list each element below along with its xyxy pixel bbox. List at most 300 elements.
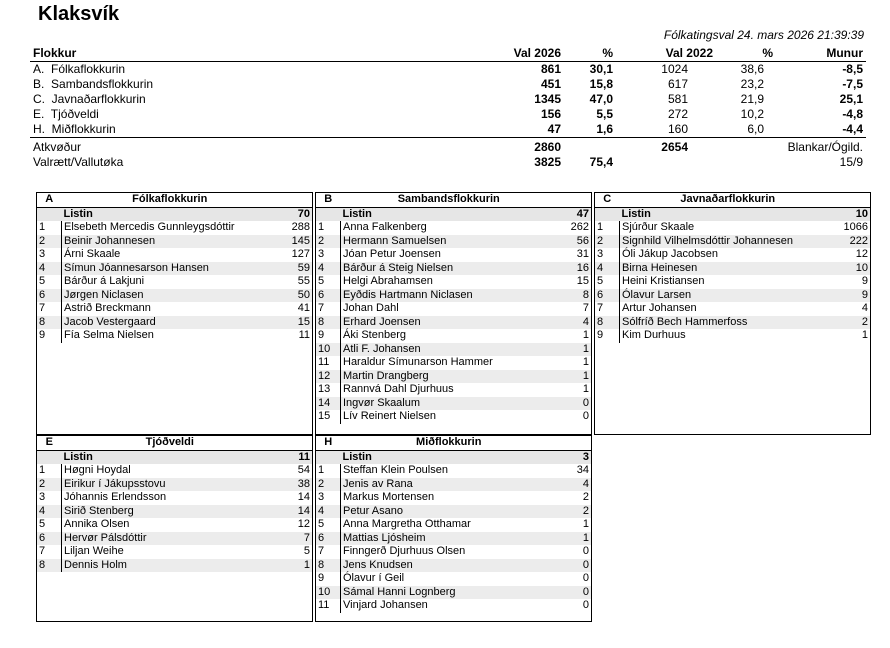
candidate-row <box>37 275 312 289</box>
list-votes-row <box>316 450 591 464</box>
candidate-votes: 288 <box>291 221 310 234</box>
candidate-name: Lív Reinert Nielsen <box>343 410 436 423</box>
candidate-number: 3 <box>37 248 62 262</box>
summary-row <box>30 92 866 107</box>
candidate-row <box>316 397 591 411</box>
candidate-number: 15 <box>316 410 341 424</box>
pct-2026: 1,6 <box>564 122 616 138</box>
party-title: Miðflokkurin <box>341 436 558 450</box>
candidate-row <box>316 221 591 235</box>
candidate-row <box>316 329 591 343</box>
candidate-votes: 9 <box>861 275 868 288</box>
col-header-party: Flokkur <box>30 46 442 62</box>
candidate-name: Høgni Hoydal <box>64 464 131 477</box>
candidate-number: 2 <box>37 235 62 249</box>
candidate-name: Símun Jóannesarson Hansen <box>62 262 279 276</box>
list-votes: 47 <box>557 207 591 221</box>
party-name: B. Sambandsflokkurin <box>33 77 154 91</box>
party-header <box>595 193 870 207</box>
list-label: Listin <box>620 207 837 221</box>
party-header <box>37 436 312 450</box>
candidate-number: 6 <box>595 289 620 303</box>
candidate-number: 8 <box>37 559 62 573</box>
candidate-votes: 1 <box>557 532 591 546</box>
candidate-row <box>595 248 870 262</box>
candidate-name: Liljan Weihe <box>64 545 124 558</box>
candidate-number: 7 <box>316 302 341 316</box>
candidate-number: 3 <box>316 491 341 505</box>
candidate-name: Hervør Pálsdóttir <box>62 532 279 546</box>
party-title: Javnaðarflokkurin <box>620 193 837 207</box>
candidate-row <box>37 559 312 573</box>
party-name: A. Fólkaflokkurin <box>33 62 126 76</box>
candidate-number: 4 <box>37 262 62 276</box>
candidate-number: 10 <box>316 343 341 357</box>
list-label: Listin <box>341 207 558 221</box>
candidate-name: Dennis Holm <box>62 559 279 573</box>
candidate-name: Eirikur í Jákupsstovu <box>62 478 279 492</box>
candidate-row <box>316 383 591 397</box>
candidate-row <box>316 572 591 586</box>
party-header <box>37 193 312 207</box>
candidate-row <box>316 275 591 289</box>
candidate-row <box>37 248 312 262</box>
list-votes-row <box>37 207 312 221</box>
party-title: Sambandsflokkurin <box>341 193 558 207</box>
party-name: E. Tjóðveldi <box>33 107 99 121</box>
col-header-diff: Munur <box>776 46 866 62</box>
candidate-name: Annika Olsen <box>64 518 130 531</box>
party-header <box>316 193 591 207</box>
party-letter: H <box>316 436 341 450</box>
candidate-number: 8 <box>595 316 620 330</box>
candidate-votes: 4 <box>557 316 591 330</box>
candidate-row <box>316 532 591 546</box>
candidate-row <box>37 235 312 249</box>
candidate-row <box>37 329 312 343</box>
election-label: Fólkatingsval 24. mars 2026 21:39:39 <box>663 28 864 42</box>
candidate-name: Mattias Ljósheim <box>341 532 558 546</box>
candidate-votes: 1 <box>582 518 589 531</box>
pct-2022: 23,2 <box>740 77 764 91</box>
candidate-votes: 0 <box>582 410 589 423</box>
candidate-number: 9 <box>37 329 62 343</box>
votes-label: Atkvøður <box>33 140 82 154</box>
candidate-row <box>316 235 591 249</box>
list-votes: 10 <box>836 207 870 221</box>
candidate-row <box>316 356 591 370</box>
candidate-number: 11 <box>316 356 341 370</box>
turnout-label: Valrætt/Vallutøka <box>33 155 124 169</box>
candidate-number: 14 <box>316 397 341 411</box>
list-votes-row <box>37 450 312 464</box>
list-label: Listin <box>62 207 279 221</box>
party-box-c <box>594 192 871 435</box>
candidate-name: Atli F. Johansen <box>341 343 558 357</box>
pct-2026: 15,8 <box>589 77 613 91</box>
party-box-h <box>315 435 592 622</box>
candidate-number: 1 <box>37 464 62 478</box>
party-title: Fólkaflokkurin <box>62 193 279 207</box>
candidate-votes: 127 <box>291 248 310 261</box>
candidate-votes: 34 <box>576 464 589 477</box>
candidate-number: 5 <box>37 518 62 532</box>
candidate-name: Sjúrður Skaale <box>622 221 695 234</box>
candidate-number: 7 <box>37 545 62 559</box>
candidate-votes: 4 <box>861 302 868 315</box>
candidate-row <box>37 289 312 303</box>
votes-2022: 160 <box>616 122 716 138</box>
candidate-name: Jóan Petur Joensen <box>343 248 441 261</box>
candidate-votes: 9 <box>836 289 870 303</box>
candidate-number: 5 <box>37 275 62 289</box>
party-box-b <box>315 192 592 435</box>
candidate-row <box>316 478 591 492</box>
party-letter: B <box>316 193 341 207</box>
candidate-table <box>37 193 312 343</box>
candidate-votes: 56 <box>557 235 591 249</box>
candidate-row <box>316 599 591 613</box>
diff: -4,8 <box>842 107 863 121</box>
blank-invalid-label: Blankar/Ógild. <box>787 140 863 154</box>
candidate-name: Jens Knudsen <box>341 559 558 573</box>
candidate-name: Vinjard Johansen <box>343 599 428 612</box>
diff: 25,1 <box>839 92 863 106</box>
candidate-name: Erhard Joensen <box>341 316 558 330</box>
candidate-votes: 14 <box>278 505 312 519</box>
candidate-number: 7 <box>37 302 62 316</box>
candidate-votes: 2 <box>836 316 870 330</box>
candidate-number: 1 <box>37 221 62 235</box>
candidate-number: 9 <box>316 572 341 586</box>
party-name: H. Miðflokkurin <box>30 122 442 138</box>
candidate-name: Signhild Vilhelmsdóttir Johannesen <box>620 235 837 249</box>
candidate-number: 1 <box>316 221 341 235</box>
candidate-name: Anna Falkenberg <box>343 221 427 234</box>
candidate-row <box>595 316 870 330</box>
candidate-row <box>37 532 312 546</box>
candidate-table <box>316 436 591 613</box>
candidate-name: Árni Skaale <box>64 248 121 261</box>
candidate-votes: 0 <box>557 397 591 411</box>
total-votes-2026: 2860 <box>534 140 561 154</box>
pct-2026: 5,5 <box>596 107 613 121</box>
candidate-name: Hermann Samuelsen <box>341 235 558 249</box>
candidate-number: 8 <box>316 316 341 330</box>
candidate-name: Petur Asano <box>341 505 558 519</box>
candidate-votes: 15 <box>576 275 589 288</box>
candidate-row <box>316 343 591 357</box>
candidate-row <box>316 302 591 316</box>
candidate-name: Jóhannis Erlendsson <box>64 491 167 504</box>
candidate-votes: 14 <box>297 491 310 504</box>
candidate-row <box>37 545 312 559</box>
candidate-name: Eyðdis Hartmann Niclasen <box>341 289 558 303</box>
candidate-name: Fía Selma Nielsen <box>64 329 154 342</box>
candidate-number: 1 <box>595 221 620 235</box>
candidate-name: Jacob Vestergaard <box>62 316 279 330</box>
candidate-votes: 0 <box>557 559 591 573</box>
candidate-number: 6 <box>316 532 341 546</box>
list-votes: 70 <box>278 207 312 221</box>
candidate-number: 4 <box>37 505 62 519</box>
candidate-number: 7 <box>316 545 341 559</box>
candidate-votes: 50 <box>278 289 312 303</box>
candidate-row <box>316 410 591 424</box>
candidate-number: 5 <box>316 518 341 532</box>
candidate-number: 8 <box>316 559 341 573</box>
candidate-row <box>595 262 870 276</box>
candidate-number: 4 <box>316 505 341 519</box>
candidate-votes: 0 <box>557 586 591 600</box>
votes-2022: 617 <box>667 77 688 91</box>
candidate-number: 8 <box>37 316 62 330</box>
list-votes-row <box>316 207 591 221</box>
candidate-number: 7 <box>595 302 620 316</box>
candidate-row <box>595 221 870 235</box>
candidate-row <box>316 586 591 600</box>
candidate-number: 13 <box>316 383 341 397</box>
candidate-number: 4 <box>316 262 341 276</box>
candidate-votes: 8 <box>557 289 591 303</box>
col-header-pct-2026: % <box>564 46 616 62</box>
candidate-votes: 31 <box>576 248 589 261</box>
candidate-number: 6 <box>37 289 62 303</box>
candidate-votes: 7 <box>278 532 312 546</box>
candidate-name: Artur Johansen <box>622 302 697 315</box>
party-header <box>316 436 591 450</box>
candidate-votes: 145 <box>278 235 312 249</box>
candidate-number: 4 <box>595 262 620 276</box>
candidate-votes: 10 <box>836 262 870 276</box>
votes-2022: 272 <box>667 107 688 121</box>
candidate-name: Áki Stenberg <box>343 329 406 342</box>
candidate-row <box>37 221 312 235</box>
candidate-number: 11 <box>316 599 341 613</box>
candidate-row <box>316 248 591 262</box>
candidate-votes: 12 <box>855 248 868 261</box>
candidate-name: Anna Margretha Otthamar <box>343 518 471 531</box>
candidate-number: 2 <box>37 478 62 492</box>
candidate-name: Sirið Stenberg <box>62 505 279 519</box>
candidate-votes: 15 <box>278 316 312 330</box>
summary-row <box>30 77 866 92</box>
summary-turnout-row <box>30 155 866 170</box>
diff: -7,5 <box>842 77 863 91</box>
candidate-row <box>37 262 312 276</box>
summary-row <box>30 107 866 122</box>
diff: -8,5 <box>842 62 863 76</box>
votes-2026: 47 <box>442 122 564 138</box>
candidate-name: Steffan Klein Poulsen <box>343 464 448 477</box>
votes-2026: 451 <box>540 77 561 91</box>
candidate-votes: 5 <box>303 545 310 558</box>
blank-invalid-count: 15/9 <box>839 155 863 169</box>
pct-2022: 10,2 <box>740 107 764 121</box>
candidate-table <box>595 193 870 343</box>
page-title: Klaksvík <box>38 3 120 25</box>
candidate-name: Bárður á Steig Nielsen <box>341 262 558 276</box>
candidate-row <box>37 302 312 316</box>
candidate-votes: 4 <box>557 478 591 492</box>
party-box-e <box>36 435 313 622</box>
list-votes: 3 <box>557 450 591 464</box>
candidate-number: 2 <box>316 478 341 492</box>
candidate-row <box>595 235 870 249</box>
party-name: C. Javnaðarflokkurin <box>33 92 146 106</box>
candidate-name: Óli Jákup Jacobsen <box>622 248 718 261</box>
turnout-pct: 75,4 <box>589 155 613 169</box>
candidate-row <box>37 316 312 330</box>
list-label: Listin <box>341 450 558 464</box>
candidate-row <box>316 518 591 532</box>
candidate-votes: 55 <box>297 275 310 288</box>
candidate-number: 3 <box>595 248 620 262</box>
candidate-number: 9 <box>316 329 341 343</box>
candidate-votes: 7 <box>582 302 589 315</box>
candidate-votes: 1 <box>861 329 868 342</box>
votes-2026: 861 <box>540 62 561 76</box>
candidate-votes: 1 <box>557 343 591 357</box>
candidate-row <box>37 491 312 505</box>
candidate-number: 3 <box>37 491 62 505</box>
candidate-table <box>37 436 312 572</box>
candidate-name: Elsebeth Mercedis Gunnleygsdóttir <box>64 221 235 234</box>
candidate-name: Kim Durhuus <box>622 329 686 342</box>
candidate-votes: 16 <box>557 262 591 276</box>
summary-header-row <box>30 46 866 62</box>
candidate-number: 6 <box>316 289 341 303</box>
votes-2022: 1024 <box>661 62 688 76</box>
candidate-number: 2 <box>316 235 341 249</box>
candidate-votes: 0 <box>582 572 589 585</box>
eligible-voters: 3825 <box>534 155 561 169</box>
candidate-name: Jenis av Rana <box>341 478 558 492</box>
candidate-row <box>595 275 870 289</box>
candidate-row <box>316 545 591 559</box>
candidate-row <box>595 302 870 316</box>
diff: -4,4 <box>776 122 866 138</box>
candidate-votes: 12 <box>297 518 310 531</box>
candidate-row <box>316 370 591 384</box>
candidate-votes: 0 <box>582 545 589 558</box>
candidate-row <box>316 491 591 505</box>
col-header-votes-2026: Val 2026 <box>442 46 564 62</box>
candidate-votes: 0 <box>582 599 589 612</box>
candidate-number: 5 <box>316 275 341 289</box>
candidate-number: 9 <box>595 329 620 343</box>
candidate-votes: 2 <box>557 505 591 519</box>
candidate-name: Birna Heinesen <box>620 262 837 276</box>
candidate-row <box>37 505 312 519</box>
candidate-name: Beinir Johannesen <box>62 235 279 249</box>
pct-2022: 38,6 <box>740 62 764 76</box>
pct-2026: 47,0 <box>589 92 613 106</box>
party-box-a <box>36 192 313 435</box>
col-header-pct-2022: % <box>716 46 776 62</box>
summary-votes-row <box>30 138 866 156</box>
summary-table <box>30 46 866 170</box>
summary-row <box>30 62 866 78</box>
candidate-name: Haraldur Símunarson Hammer <box>343 356 493 369</box>
candidate-row <box>316 505 591 519</box>
candidate-votes: 1 <box>582 383 589 396</box>
candidate-votes: 222 <box>836 235 870 249</box>
party-letter: A <box>37 193 62 207</box>
summary-row <box>30 122 866 138</box>
pct-2026: 30,1 <box>589 62 613 76</box>
pct-2022: 21,9 <box>740 92 764 106</box>
candidate-number: 10 <box>316 586 341 600</box>
candidate-votes: 54 <box>297 464 310 477</box>
candidate-votes: 1 <box>557 370 591 384</box>
candidate-row <box>316 559 591 573</box>
total-votes-2022: 2654 <box>661 140 688 154</box>
candidate-name: Johan Dahl <box>343 302 399 315</box>
candidate-votes: 1 <box>582 356 589 369</box>
candidate-name: Heini Kristiansen <box>622 275 705 288</box>
candidate-row <box>37 478 312 492</box>
candidate-row <box>316 464 591 478</box>
candidate-row <box>316 262 591 276</box>
candidate-name: Helgi Abrahamsen <box>343 275 433 288</box>
candidate-name: Astrið Breckmann <box>64 302 151 315</box>
candidate-number: 5 <box>595 275 620 289</box>
candidate-row <box>316 289 591 303</box>
candidate-number: 6 <box>37 532 62 546</box>
candidate-table <box>316 193 591 424</box>
votes-2026: 156 <box>540 107 561 121</box>
party-letter: E <box>37 436 62 450</box>
candidate-votes: 59 <box>278 262 312 276</box>
candidate-votes: 262 <box>570 221 589 234</box>
party-letter: C <box>595 193 620 207</box>
candidate-number: 12 <box>316 370 341 384</box>
col-header-votes-2022: Val 2022 <box>616 46 716 62</box>
candidate-votes: 2 <box>582 491 589 504</box>
candidate-votes: 1 <box>278 559 312 573</box>
candidate-votes: 1066 <box>843 221 868 234</box>
list-votes: 11 <box>278 450 312 464</box>
candidate-name: Bárður á Lakjuni <box>64 275 145 288</box>
votes-2022: 581 <box>667 92 688 106</box>
candidate-row <box>37 464 312 478</box>
candidate-row <box>595 289 870 303</box>
votes-2026: 1345 <box>534 92 561 106</box>
candidate-name: Markus Mortensen <box>343 491 435 504</box>
candidate-row <box>37 518 312 532</box>
candidate-name: Sólfríð Bech Hammerfoss <box>620 316 837 330</box>
candidate-number: 1 <box>316 464 341 478</box>
candidate-votes: 38 <box>278 478 312 492</box>
candidate-name: Jørgen Niclasen <box>62 289 279 303</box>
candidate-name: Sámal Hanni Lognberg <box>341 586 558 600</box>
list-label: Listin <box>62 450 279 464</box>
candidate-name: Ingvør Skaalum <box>341 397 558 411</box>
candidate-votes: 41 <box>297 302 310 315</box>
candidate-name: Ólavur Larsen <box>620 289 837 303</box>
candidate-name: Rannvá Dahl Djurhuus <box>343 383 454 396</box>
candidate-name: Finngerð Djurhuus Olsen <box>343 545 466 558</box>
party-title: Tjóðveldi <box>62 436 279 450</box>
candidate-number: 3 <box>316 248 341 262</box>
pct-2022: 6,0 <box>716 122 776 138</box>
candidate-row <box>595 329 870 343</box>
candidate-row <box>316 316 591 330</box>
list-votes-row <box>595 207 870 221</box>
candidate-number: 2 <box>595 235 620 249</box>
candidate-votes: 1 <box>582 329 589 342</box>
